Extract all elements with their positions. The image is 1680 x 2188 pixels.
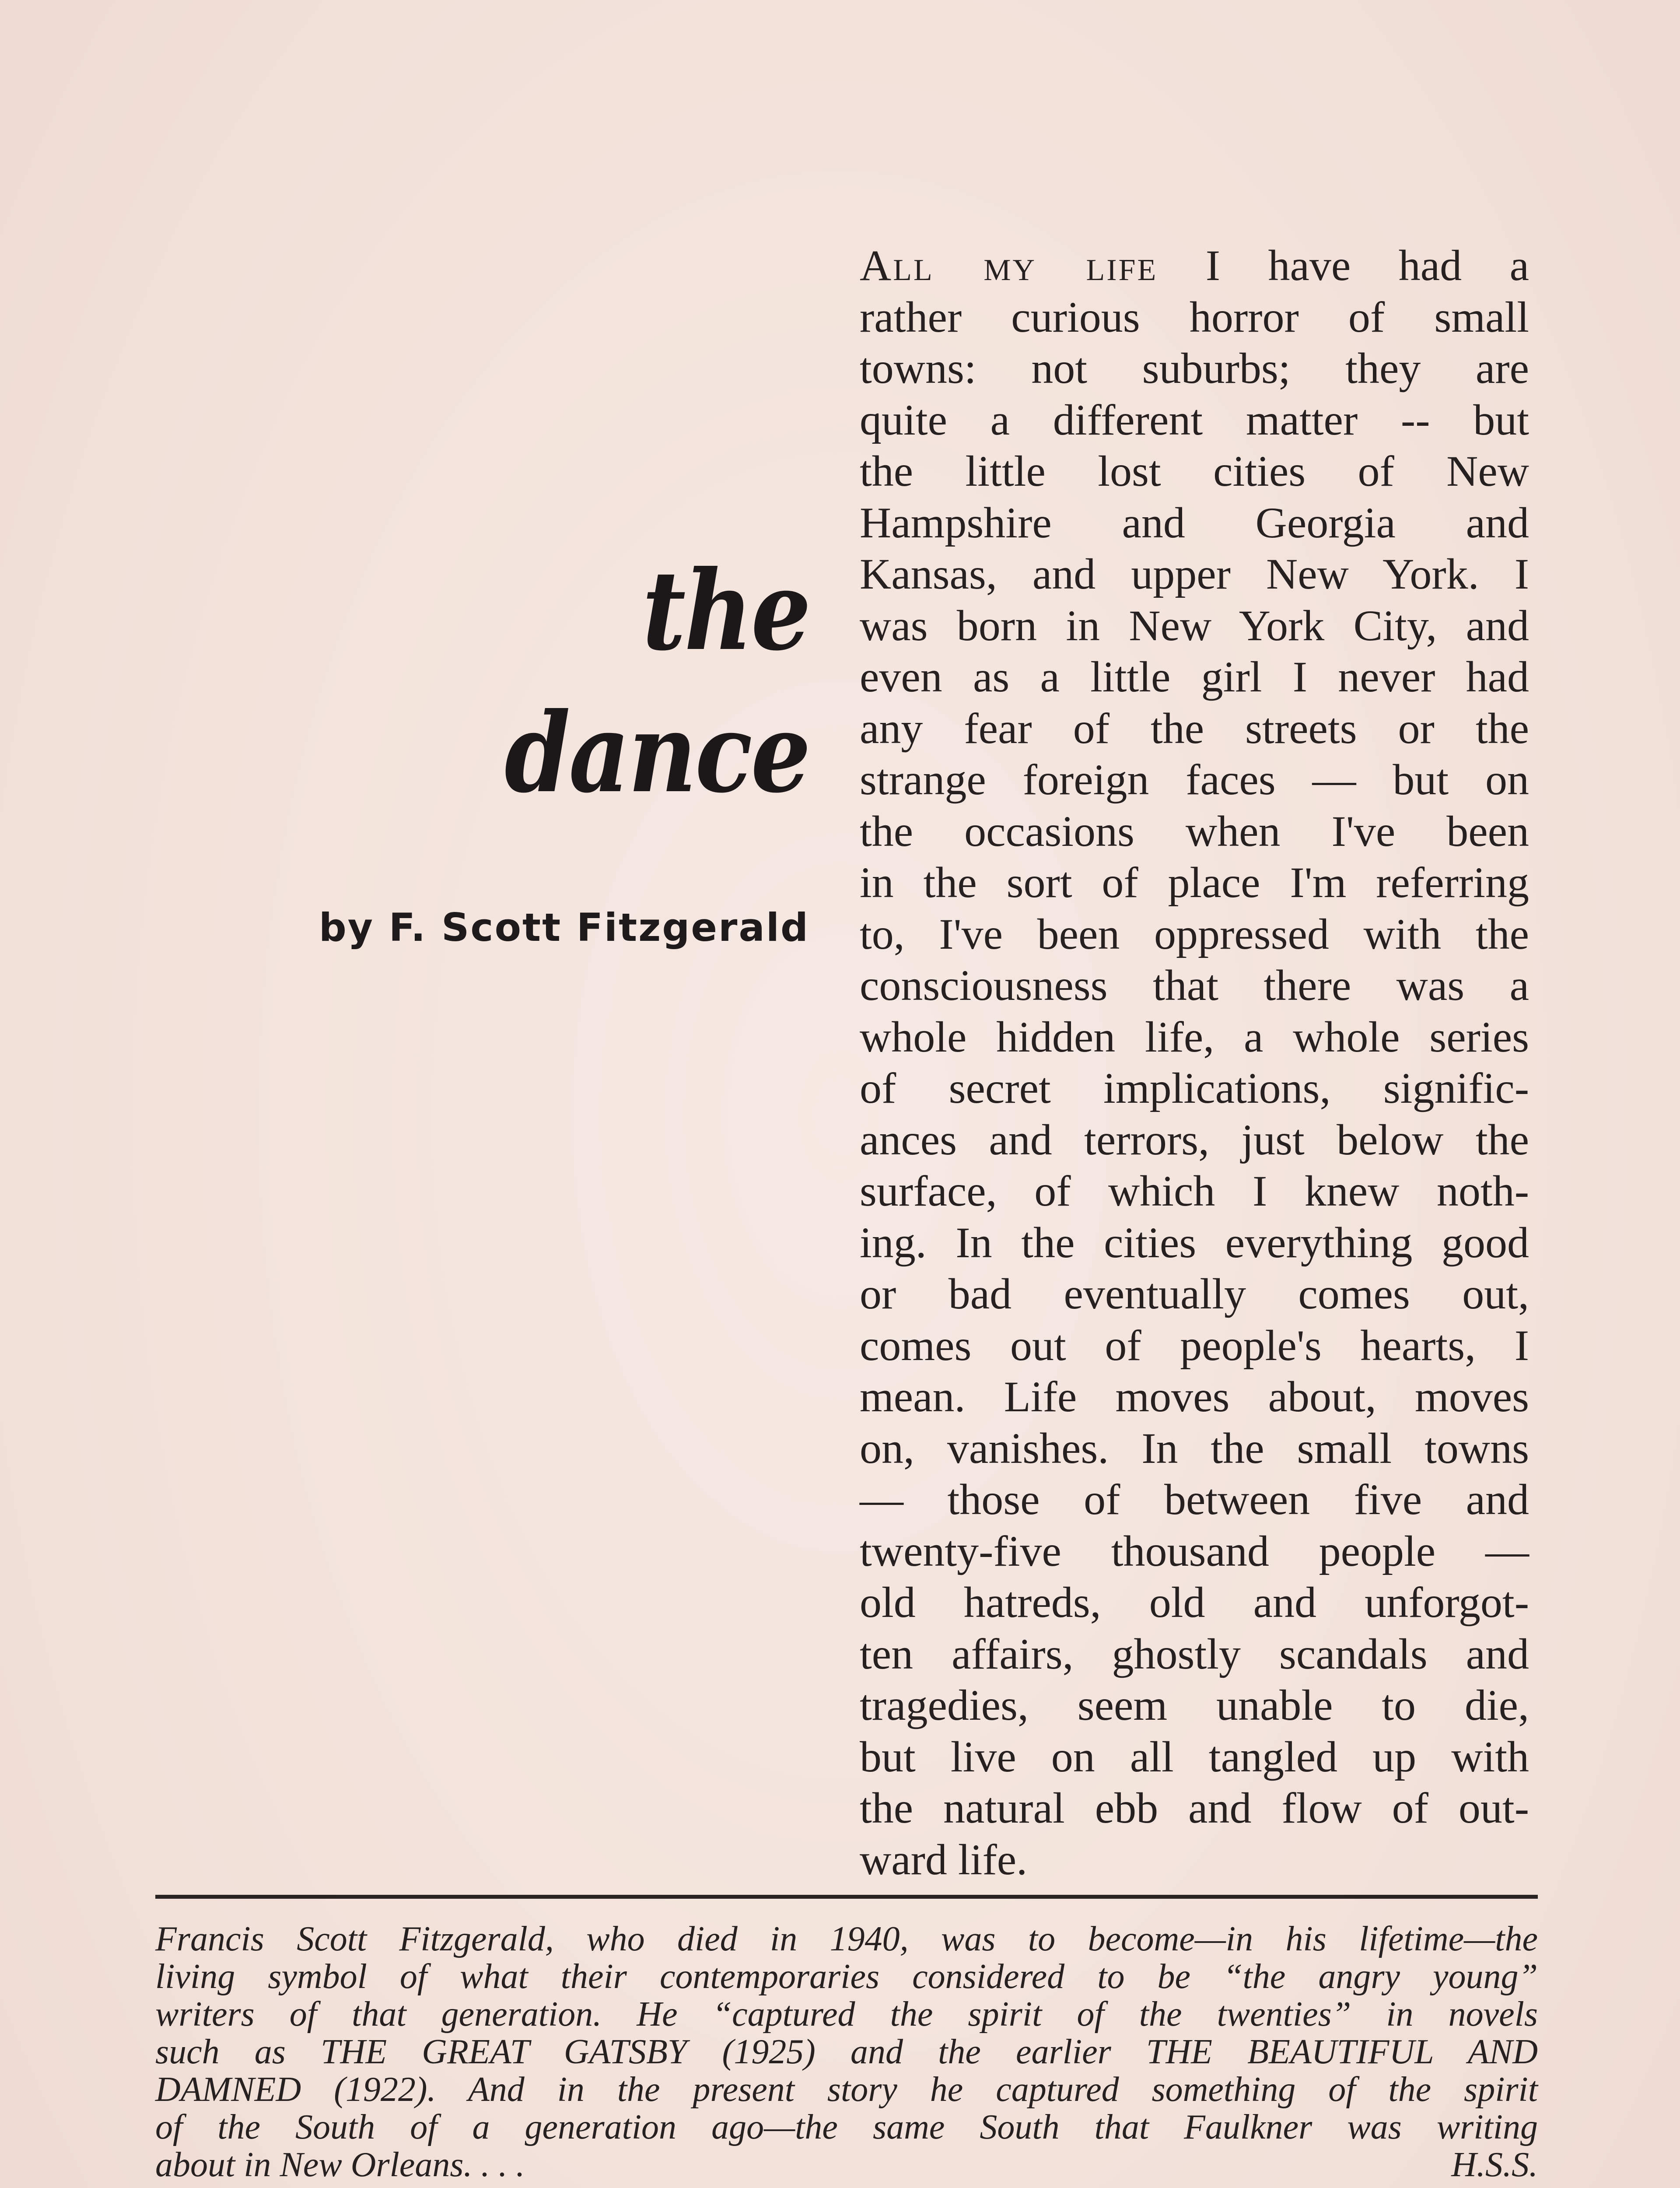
story-line: quite a different matter -- but — [860, 395, 1529, 444]
story-line: consciousness that there was a — [860, 961, 1529, 1010]
story-body — [860, 240, 1529, 1885]
story-line: whole hidden life, a whole series — [860, 1012, 1529, 1061]
note-signature: H.S.S. — [1451, 2146, 1538, 2184]
note-line: writers of that generation. He “captured the spirit of the twenties” in novels — [155, 1995, 1538, 2034]
story-line: even as a little girl I never had — [860, 652, 1529, 701]
note-line: DAMNED (1922). And in the present story he captured something of the spirit — [155, 2070, 1538, 2109]
story-line: on, vanishes. In the small towns — [860, 1424, 1529, 1473]
story-line: ances and terrors, just below the — [860, 1115, 1529, 1164]
story-line: tragedies, seem unable to die, — [860, 1681, 1529, 1729]
story-line: Hampshire and Georgia and — [860, 498, 1529, 547]
story-line: comes out of people's hearts, I — [860, 1321, 1529, 1370]
note-line: about in New Orleans. . . . — [155, 2146, 525, 2184]
story-title-line-2: dance — [504, 688, 809, 817]
story-line: twenty-five thousand people — — [860, 1526, 1529, 1575]
divider-rule-top — [155, 1895, 1538, 1899]
story-line-text: I have had a — [1158, 241, 1529, 290]
story-line: the occasions when I've been — [860, 806, 1529, 856]
story-line: ten affairs, ghostly scandals and — [860, 1629, 1529, 1678]
author-byline: by F. Scott Fitzgerald — [318, 905, 809, 950]
story-line: in the sort of place I'm referring — [860, 858, 1529, 907]
editor-note — [155, 1920, 1538, 2184]
note-line: Francis Scott Fitzgerald, who died in 1940, was to become—in his lifetime—the — [155, 1920, 1538, 1958]
story-line: to, I've been oppressed with the — [860, 909, 1529, 958]
story-line: ward life. — [860, 1835, 1028, 1884]
story-line: Kansas, and upper New York. I — [860, 550, 1529, 598]
story-line: was born in New York City, and — [860, 601, 1529, 650]
story-title-line-1: the — [642, 546, 809, 675]
story-line: towns: not suburbs; they are — [860, 344, 1529, 393]
story-line: old hatreds, old and unforgot- — [860, 1578, 1529, 1627]
story-line: ing. In the cities everything good — [860, 1218, 1529, 1267]
story-line: the natural ebb and flow of out- — [860, 1784, 1529, 1832]
story-line: surface, of which I knew noth- — [860, 1167, 1529, 1215]
note-last-line — [155, 2146, 1538, 2184]
story-line: or bad eventually comes out, — [860, 1269, 1529, 1318]
story-line: mean. Life moves about, moves — [860, 1372, 1529, 1421]
note-line: of the South of a generation ago—the same South that Faulkner was writing — [155, 2108, 1538, 2146]
story-line: of secret implications, signific- — [860, 1064, 1529, 1112]
note-line: living symbol of what their contemporaries considered to be “the angry young” — [155, 1957, 1538, 1996]
story-line — [860, 240, 1529, 291]
opening-smallcaps: All my life — [860, 241, 1158, 290]
story-line: but live on all tangled up with — [860, 1732, 1529, 1781]
story-line: the little lost cities of New — [860, 447, 1529, 495]
note-line: such as THE GREAT GATSBY (1925) and the earlier THE BEAUTIFUL AND — [155, 2033, 1538, 2071]
story-line: strange foreign faces — but on — [860, 755, 1529, 804]
story-line: — those of between five and — [860, 1475, 1529, 1524]
story-line: any fear of the streets or the — [860, 704, 1529, 753]
story-line: rather curious horror of small — [860, 292, 1529, 341]
